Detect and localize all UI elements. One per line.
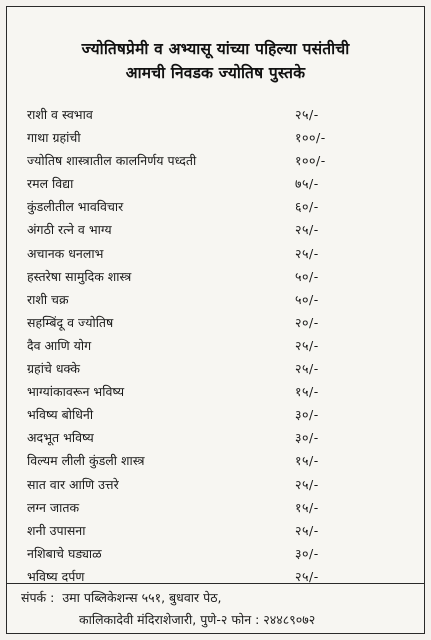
book-title: ग्रहांचे धक्के [27,361,80,377]
book-row [27,149,357,172]
book-price: २०/- [295,314,319,330]
book-price: ३०/- [295,545,319,561]
book-title: सात वार आणि उत्तरे [27,476,119,492]
contact-section [21,587,414,631]
book-row [27,565,357,588]
contact-line-2: कालिकादेवी मंदिराशेजारी, पुणे-२ फोन : २४४८९०७२ [79,612,316,627]
book-title: ज्योतिष शास्त्रातील कालनिर्णय पध्दती [27,153,197,169]
book-list [27,103,357,588]
book-price: १५/- [295,499,319,515]
book-row [27,265,357,288]
header-line-2: आमची निवडक ज्योतिष पुस्तके [125,64,306,82]
book-row [27,195,357,218]
book-list-page [6,6,425,634]
contact-line-1 [21,587,414,609]
book-row [27,403,357,426]
book-price: २५/- [295,107,319,122]
book-title: नशिबाचे घड्याळ [27,545,102,561]
book-title: गाथा ग्रहांची [27,130,81,146]
book-title: अंगठी रत्ने व भाग्य [27,222,112,238]
book-title: विल्यम लीली कुंडली शास्त्र [27,453,145,469]
book-title: अदभूत भविष्य [27,430,94,446]
book-price: २५/- [295,522,319,538]
book-price: १५/- [295,453,319,469]
book-title: राशी व स्वभाव [27,107,93,122]
book-row [27,126,357,149]
page-header [7,7,424,85]
book-row [27,103,357,126]
book-row [27,334,357,357]
contact-address: उमा पब्लिकेशन्स ५५१, बुधवार पेठ, [62,590,222,605]
book-row [27,542,357,565]
book-title: दैव आणि योग [27,337,92,353]
book-title: हस्तरेषा सामुदिक शास्त्र [27,268,132,284]
book-title: राशी चक्र [27,291,69,307]
book-price: ३०/- [295,430,319,446]
book-price: ६०/- [295,199,319,215]
book-title: लग्न जातक [27,499,80,515]
book-row [27,288,357,311]
book-row [27,496,357,519]
book-row [27,172,357,195]
book-row [27,311,357,334]
book-title: भविष्य दर्पण [27,568,85,584]
book-title: रमल विद्या [27,176,74,192]
book-row [27,242,357,265]
book-price: २५/- [295,361,319,377]
book-price: ५०/- [295,291,319,307]
book-title: अचानक धनलाभ [27,245,104,261]
book-price: १५/- [295,384,319,400]
book-row [27,357,357,380]
book-price: ७५/- [295,176,319,192]
book-row [27,449,357,472]
book-price: २५/- [295,476,319,492]
book-title: कुंडलीतील भावविचार [27,199,124,215]
book-title: भविष्य बोधिनी [27,407,94,423]
book-price: २५/- [295,222,319,238]
book-price: २५/- [295,245,319,261]
book-row [27,426,357,449]
footer-divider [7,583,424,584]
contact-label: संपर्क : [21,590,55,605]
book-price: १००/- [295,153,326,169]
book-price: २५/- [295,337,319,353]
book-title: भाग्यांकावरून भविष्य [27,384,125,400]
book-row [27,218,357,241]
book-price: १००/- [295,130,326,146]
book-price: २५/- [295,568,319,584]
book-title: सहम्बिंदू व ज्योतिष [27,314,114,330]
book-price: ३०/- [295,407,319,423]
book-row [27,380,357,403]
header-line-1: ज्योतिषप्रेमी व अभ्यासू यांच्या पहिल्या पसंतीची [81,40,350,58]
book-price: ५०/- [295,268,319,284]
book-row [27,519,357,542]
book-title: शनी उपासना [27,522,86,538]
book-row [27,473,357,496]
